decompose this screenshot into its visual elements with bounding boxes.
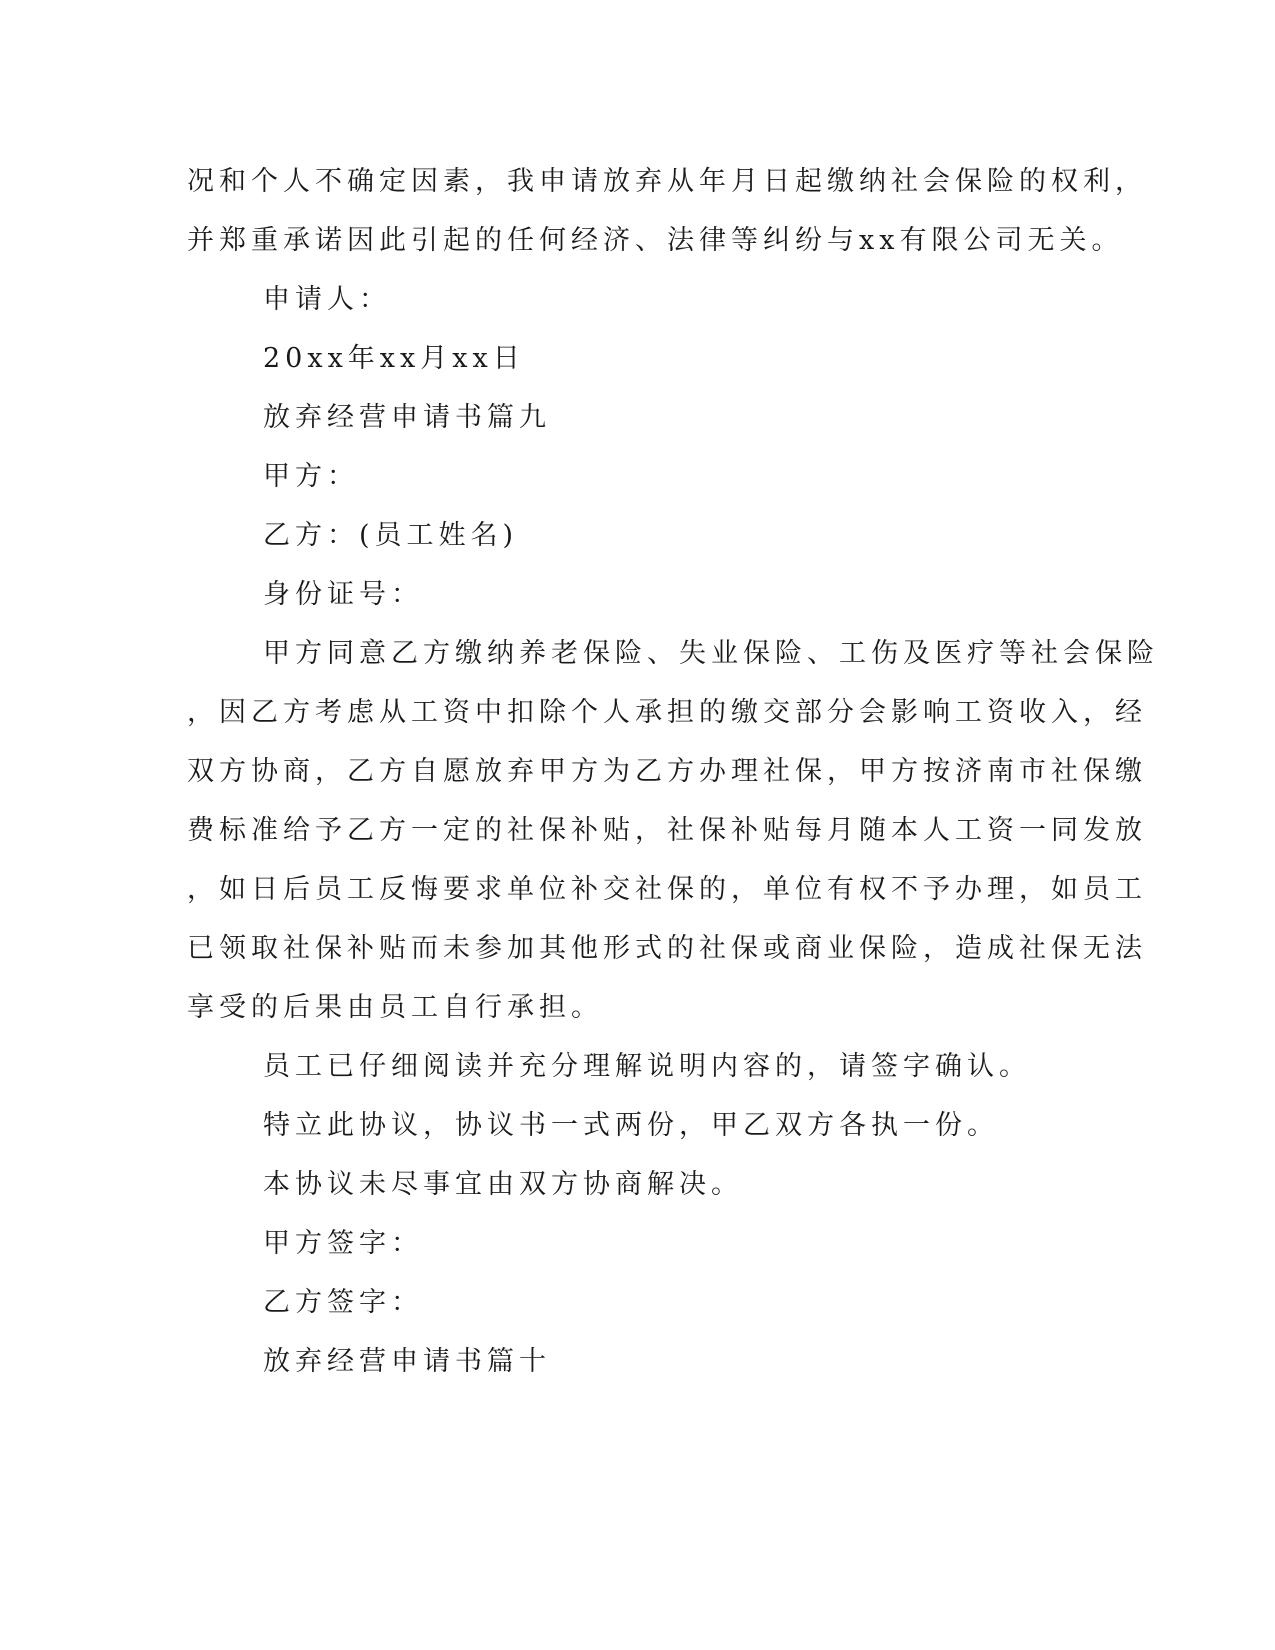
unresolved-clause: 本协议未尽事宜由双方协商解决。	[263, 1169, 743, 1200]
application-date: 20xx年xx月xx日	[263, 343, 525, 374]
section-nine-title: 放弃经营申请书篇九	[263, 402, 551, 433]
continuation-line-2: 并郑重承诺因此引起的任何经济、法律等纠纷与xx有限公司无关。	[187, 225, 1124, 256]
agreement-line-7: 享受的后果由员工自行承担。	[187, 992, 603, 1023]
agreement-line-6: 已领取社保补贴而未参加其他形式的社保或商业保险，造成社保无法	[187, 933, 1147, 964]
agreement-line-2: ，因乙方考虑从工资中扣除个人承担的缴交部分会影响工资收入，经	[187, 697, 1147, 728]
agreement-line-1: 甲方同意乙方缴纳养老保险、失业保险、工伤及医疗等社会保险	[263, 638, 1159, 669]
continuation-line-1: 况和个人不确定因素，我申请放弃从年月日起缴纳社会保险的权利，	[187, 166, 1147, 197]
id-number-label: 身份证号：	[263, 579, 423, 610]
party-a-signature: 甲方签字：	[263, 1228, 423, 1259]
party-b-signature: 乙方签字：	[263, 1287, 423, 1318]
section-ten-title: 放弃经营申请书篇十	[263, 1346, 551, 1377]
copies-clause: 特立此协议，协议书一式两份，甲乙双方各执一份。	[263, 1110, 999, 1141]
agreement-line-3: 双方协商，乙方自愿放弃甲方为乙方办理社保，甲方按济南市社保缴	[187, 756, 1147, 787]
applicant-label: 申请人：	[263, 284, 391, 315]
agreement-line-4: 费标准给予乙方一定的社保补贴，社保补贴每月随本人工资一同发放	[187, 815, 1147, 846]
confirmation-text: 员工已仔细阅读并充分理解说明内容的，请签字确认。	[263, 1051, 1031, 1082]
agreement-line-5: ，如日后员工反悔要求单位补交社保的，单位有权不予办理，如员工	[187, 874, 1147, 905]
party-a-label: 甲方：	[263, 461, 359, 492]
party-b-label: 乙方：(员工姓名)	[263, 520, 519, 551]
